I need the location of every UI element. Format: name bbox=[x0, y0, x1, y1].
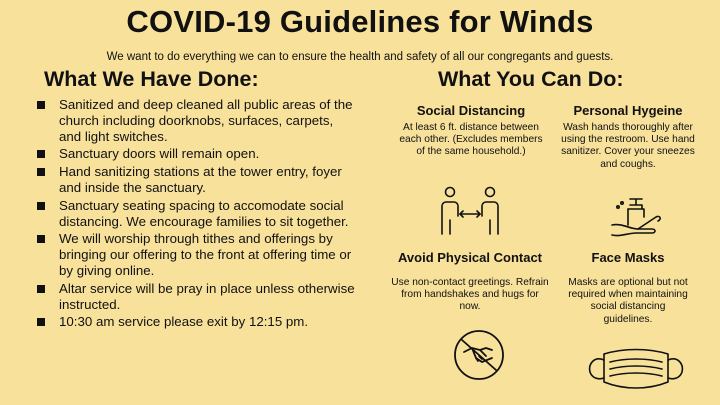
social-distancing-text: At least 6 ft. distance between each other. (Excludes members of the same household.) bbox=[399, 122, 543, 158]
what-we-have-done-heading: What We Have Done: bbox=[44, 67, 259, 91]
personal-hygiene-heading: Personal Hygeine bbox=[573, 103, 683, 118]
bullet-icon bbox=[37, 318, 45, 326]
social-distancing-section bbox=[396, 103, 546, 159]
bullet-icon bbox=[37, 168, 45, 176]
page-title: COVID-19 Guidelines for Winds bbox=[126, 4, 594, 39]
what-you-can-do-heading: What You Can Do: bbox=[438, 67, 624, 91]
list-item bbox=[36, 97, 356, 144]
no-handshake-icon bbox=[452, 328, 506, 382]
avoid-contact-section bbox=[390, 250, 550, 314]
social-distancing-icon bbox=[438, 186, 502, 238]
face-mask-icon bbox=[586, 346, 686, 392]
personal-hygiene-text: Wash hands thoroughly after using the restroom. Use hand sanitizer. Cover your sneezes and coughs. bbox=[561, 122, 695, 170]
face-masks-text: Masks are optional but not required when maintaining social distancing guidelines. bbox=[568, 277, 688, 325]
bullet-icon bbox=[37, 101, 45, 109]
list-item bbox=[36, 314, 356, 330]
bullet-icon bbox=[37, 285, 45, 293]
hand-sanitizer-icon bbox=[608, 195, 668, 239]
page-subtitle: We want to do everything we can to ensure the health and safety of all our congregants and guests. bbox=[106, 51, 614, 63]
list-item bbox=[36, 146, 356, 162]
avoid-contact-heading: Avoid Physical Contact bbox=[398, 250, 542, 265]
list-item-text: Altar service will be pray in place unless otherwise instructed. bbox=[59, 280, 355, 312]
bullet-icon bbox=[37, 150, 45, 158]
list-item bbox=[36, 164, 356, 196]
bullet-icon bbox=[37, 202, 45, 210]
face-masks-heading: Face Masks bbox=[591, 250, 665, 265]
list-item-text: Hand sanitizing stations at the tower entry, foyer and inside the sanctuary. bbox=[59, 164, 342, 195]
social-distancing-heading: Social Distancing bbox=[416, 103, 526, 118]
face-masks-section bbox=[566, 250, 690, 326]
what-we-have-done-list bbox=[36, 97, 356, 332]
list-item-text: Sanitized and deep cleaned all public areas of the church including doorknobs, surfaces, carpets, and light switches. bbox=[59, 97, 353, 144]
list-item-text: We will worship through tithes and offerings by bringing our offering to the front at offering time or by giving online. bbox=[59, 231, 352, 278]
avoid-contact-text: Use non-contact greetings. Refrain from handshakes and hugs for now. bbox=[391, 277, 549, 313]
list-item-text: Sanctuary seating spacing to accomodate social distancing. We encourage families to sit together. bbox=[59, 197, 349, 229]
personal-hygiene-section bbox=[552, 103, 704, 171]
list-item bbox=[36, 231, 356, 278]
list-item-text: 10:30 am service please exit by 12:15 pm. bbox=[59, 314, 309, 330]
list-item bbox=[36, 198, 356, 230]
list-item-text: Sanctuary doors will remain open. bbox=[59, 146, 260, 162]
bullet-icon bbox=[37, 235, 45, 243]
list-item bbox=[36, 281, 356, 313]
